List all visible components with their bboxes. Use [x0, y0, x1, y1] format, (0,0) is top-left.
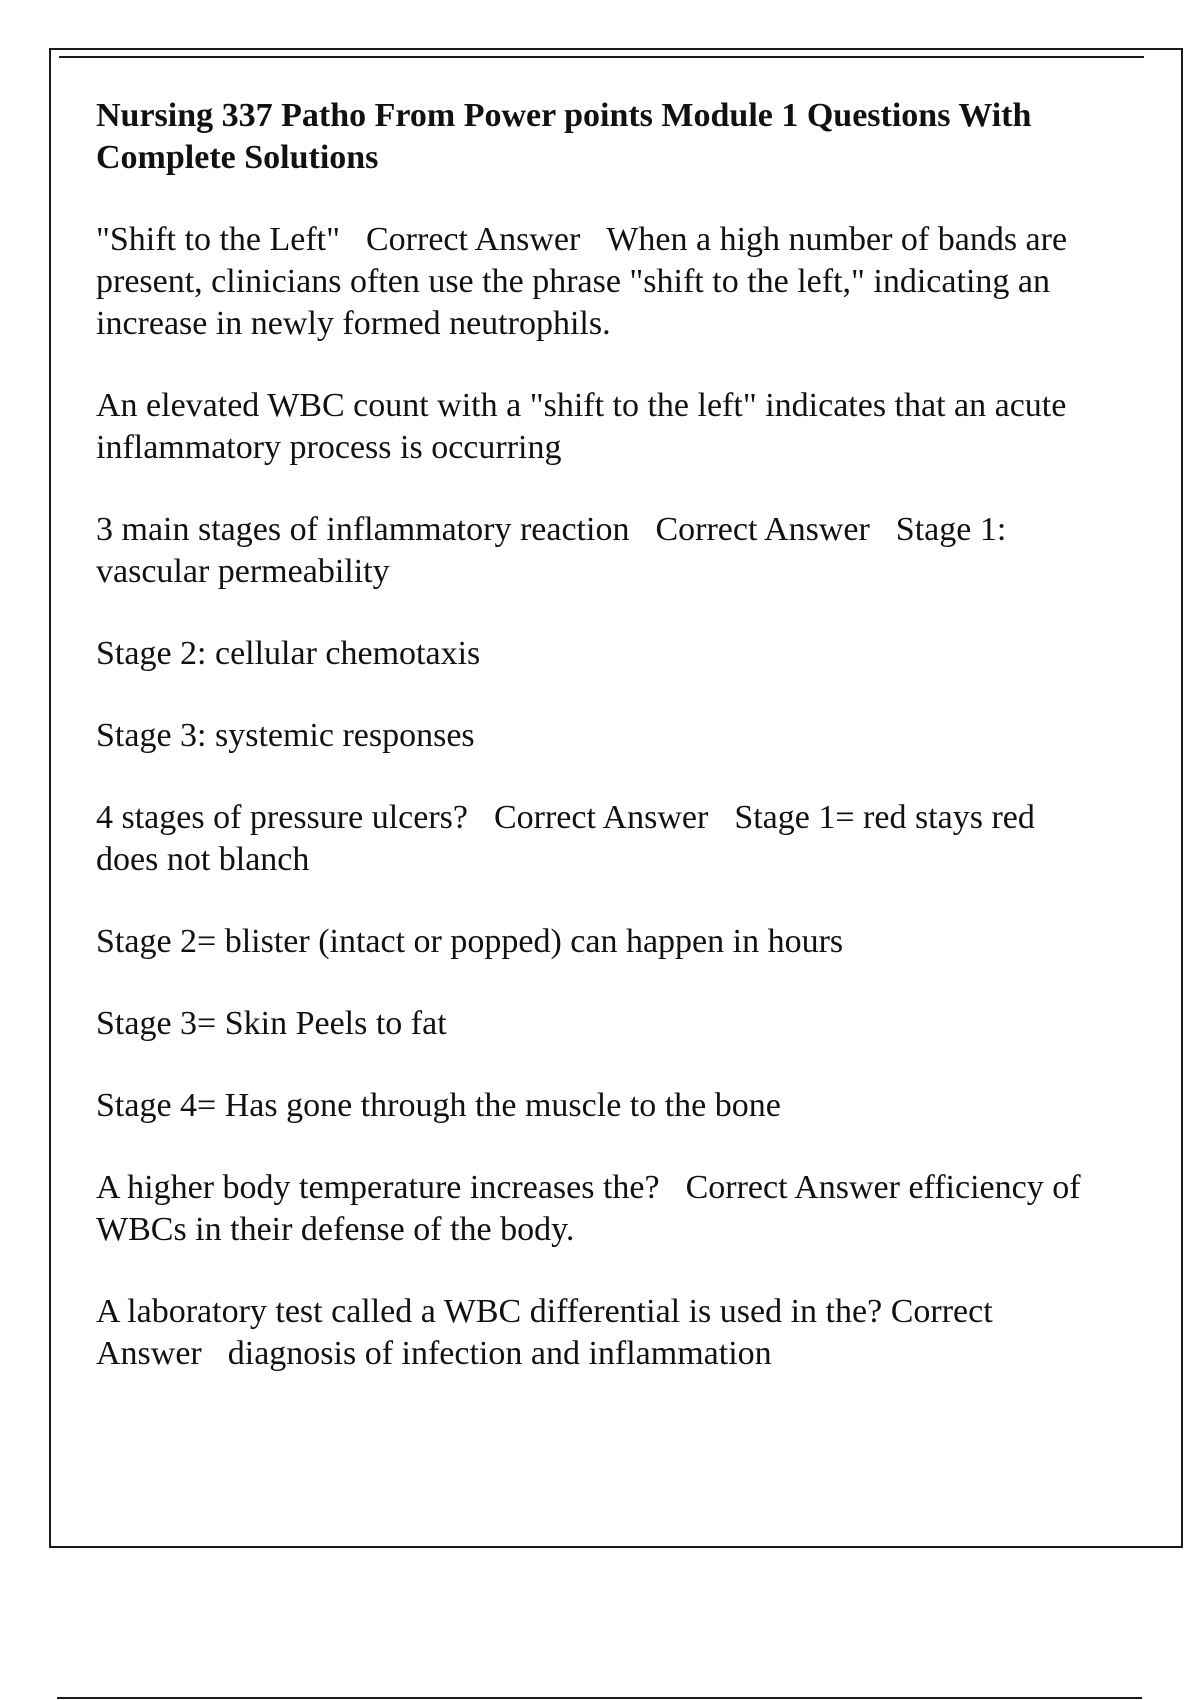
answer-label: Correct Answer: [655, 511, 870, 548]
document-body: [96, 95, 1086, 1415]
qa-entry-inflammatory-stages: [96, 509, 1086, 593]
question-text: 3 main stages of inflammatory reaction: [96, 511, 630, 548]
qa-entry-pressure-ulcers: [96, 797, 1086, 881]
top-rule: [59, 56, 1144, 58]
question-text: A laboratory test called a WBC differential is used in the?: [96, 1293, 883, 1330]
text-entry-stage-2-chemotaxis: Stage 2: cellular chemotaxis: [96, 635, 481, 672]
question-text: A higher body temperature increases the?: [96, 1169, 660, 1206]
answer-text: diagnosis of infection and inflammation: [227, 1335, 772, 1372]
qa-entry-body-temperature: [96, 1167, 1086, 1251]
text-entry-elevated-wbc: An elevated WBC count with a "shift to the left" indicates that an acute inflammatory process is occurring: [96, 387, 1067, 466]
question-text: "Shift to the Left": [96, 221, 340, 258]
answer-label: Correct Answer: [366, 221, 581, 258]
text-entry-stage-3-systemic: Stage 3: systemic responses: [96, 717, 475, 754]
answer-label: Correct Answer: [493, 799, 709, 836]
answer-text: Stage 1= red stays red does not blanch: [96, 799, 1035, 878]
answer-label: Correct Answer: [96, 1293, 993, 1372]
qa-entry-wbc-differential: [96, 1291, 1086, 1375]
text-entry-ulcer-stage-4: Stage 4= Has gone through the muscle to the bone: [96, 1087, 781, 1124]
answer-text: Stage 1: vascular permeability: [96, 511, 1007, 590]
text-entry-ulcer-stage-2: Stage 2= blister (intact or popped) can happen in hours: [96, 923, 844, 960]
answer-text: efficiency of WBCs in their defense of the body.: [96, 1169, 1081, 1248]
question-text: 4 stages of pressure ulcers?: [96, 799, 468, 836]
answer-text: When a high number of bands are present, clinicians often use the phrase "shift to the left," indicating an increase in newly formed neutrophils.: [96, 221, 1068, 342]
document-title: Nursing 337 Patho From Power points Module 1 Questions With Complete Solutions: [96, 97, 1032, 176]
bottom-rule: [57, 1697, 1142, 1699]
text-entry-ulcer-stage-3: Stage 3= Skin Peels to fat: [96, 1005, 447, 1042]
qa-entry-shift-to-left: [96, 219, 1086, 345]
answer-label: Correct Answer: [685, 1169, 900, 1206]
